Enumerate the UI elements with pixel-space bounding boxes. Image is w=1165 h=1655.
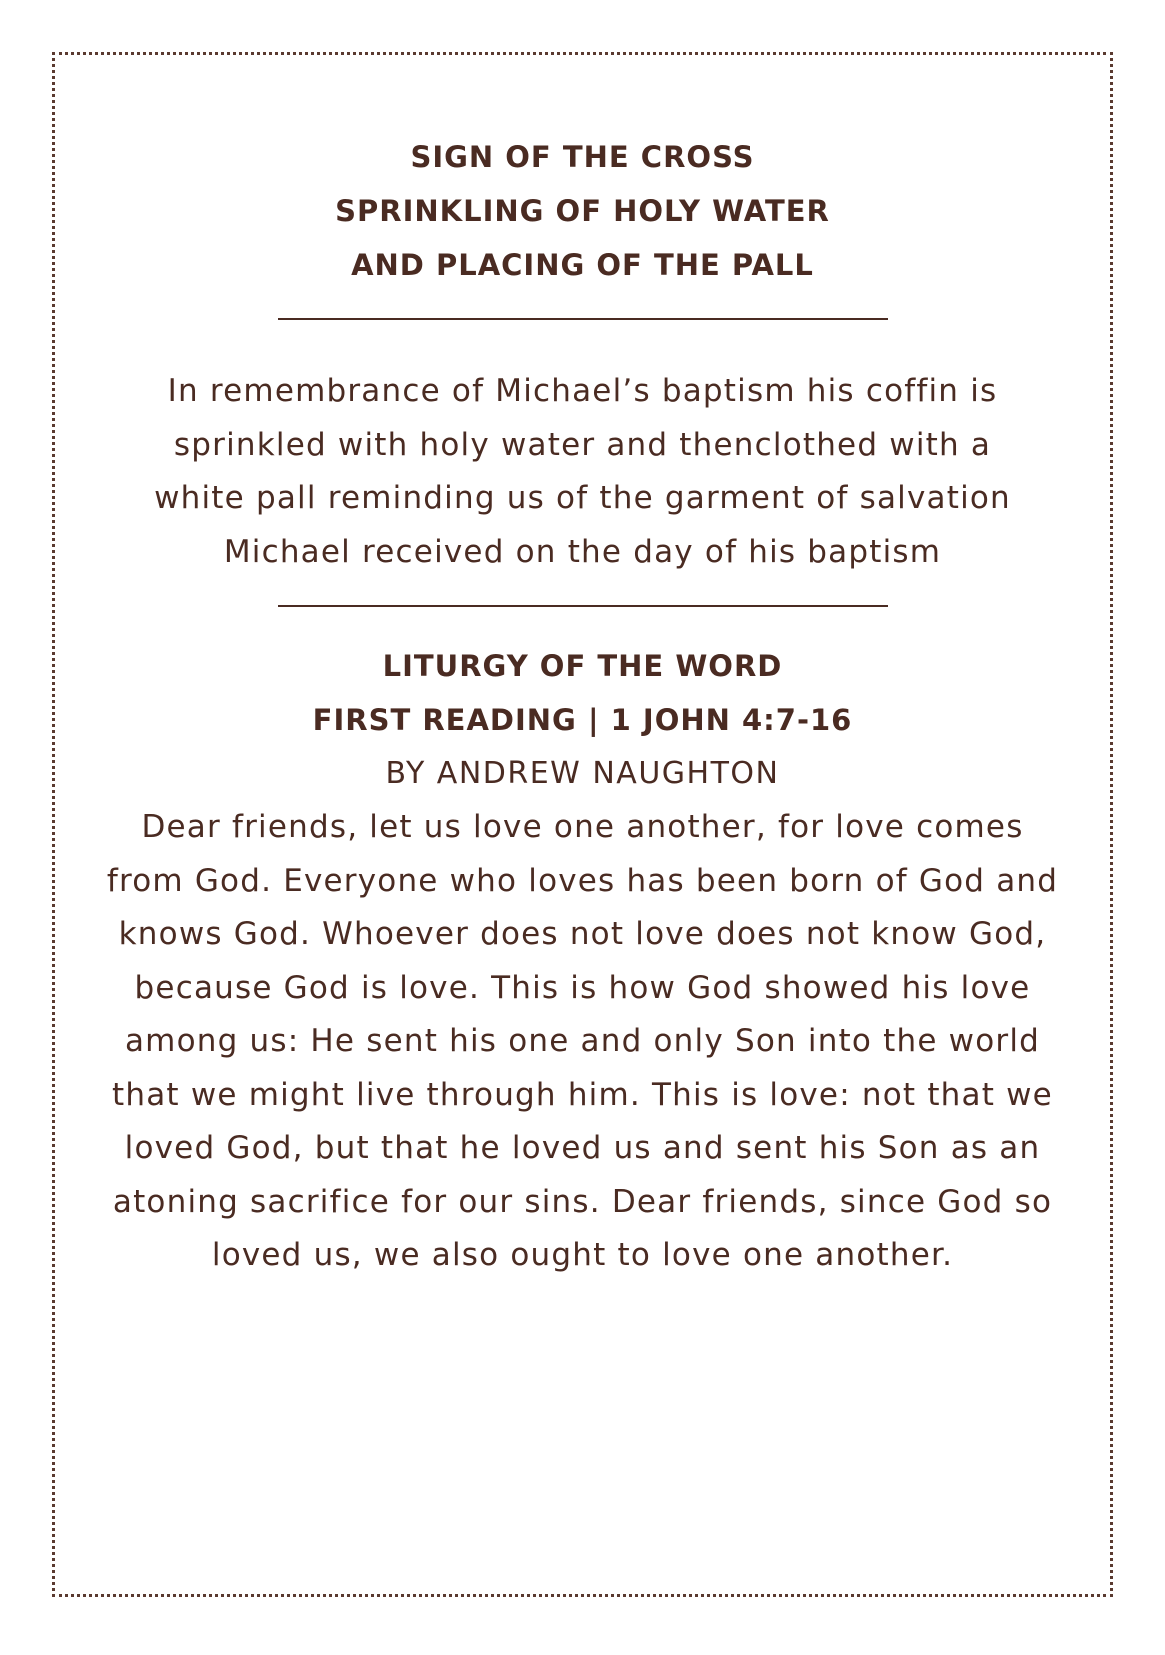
reader-byline: BY ANDREW NAUGHTON xyxy=(385,756,780,791)
divider xyxy=(278,605,888,607)
baptism-remembrance-text: In remembrance of Michael’s baptism his coffin is sprinkled with holy water and thenclothed with a white pall reminding us of the garment of salvation Michael received on the day of his baptism xyxy=(154,373,1011,570)
heading-liturgy-of-the-word: LITURGY OF THE WORD xyxy=(382,649,783,683)
heading-first-reading: FIRST READING | 1 JOHN 4:7-16 xyxy=(312,703,853,737)
reading-text: Dear friends, let us love one another, for love comes from God. Everyone who loves has been born of God and knows God. Whoever does not love does not know God, because God is love. This is how God showed his love among us: He sent his one and only Son into the world that we might live through him. This is love: not that we loved God, but that he loved us and sent his Son as an atoning sacrifice for our sins. Dear friends, since God so loved us, we also ought to love one another. xyxy=(106,809,1059,1273)
heading-placing-of-pall: AND PLACING OF THE PALL xyxy=(351,248,814,282)
heading-sign-of-the-cross: SIGN OF THE CROSS xyxy=(410,140,755,174)
divider xyxy=(278,318,888,320)
heading-sprinkling-holy-water: SPRINKLING OF HOLY WATER xyxy=(335,194,830,228)
section-heading-group xyxy=(52,130,1113,292)
section-heading-group xyxy=(52,639,1113,747)
page-content xyxy=(52,52,1113,1283)
